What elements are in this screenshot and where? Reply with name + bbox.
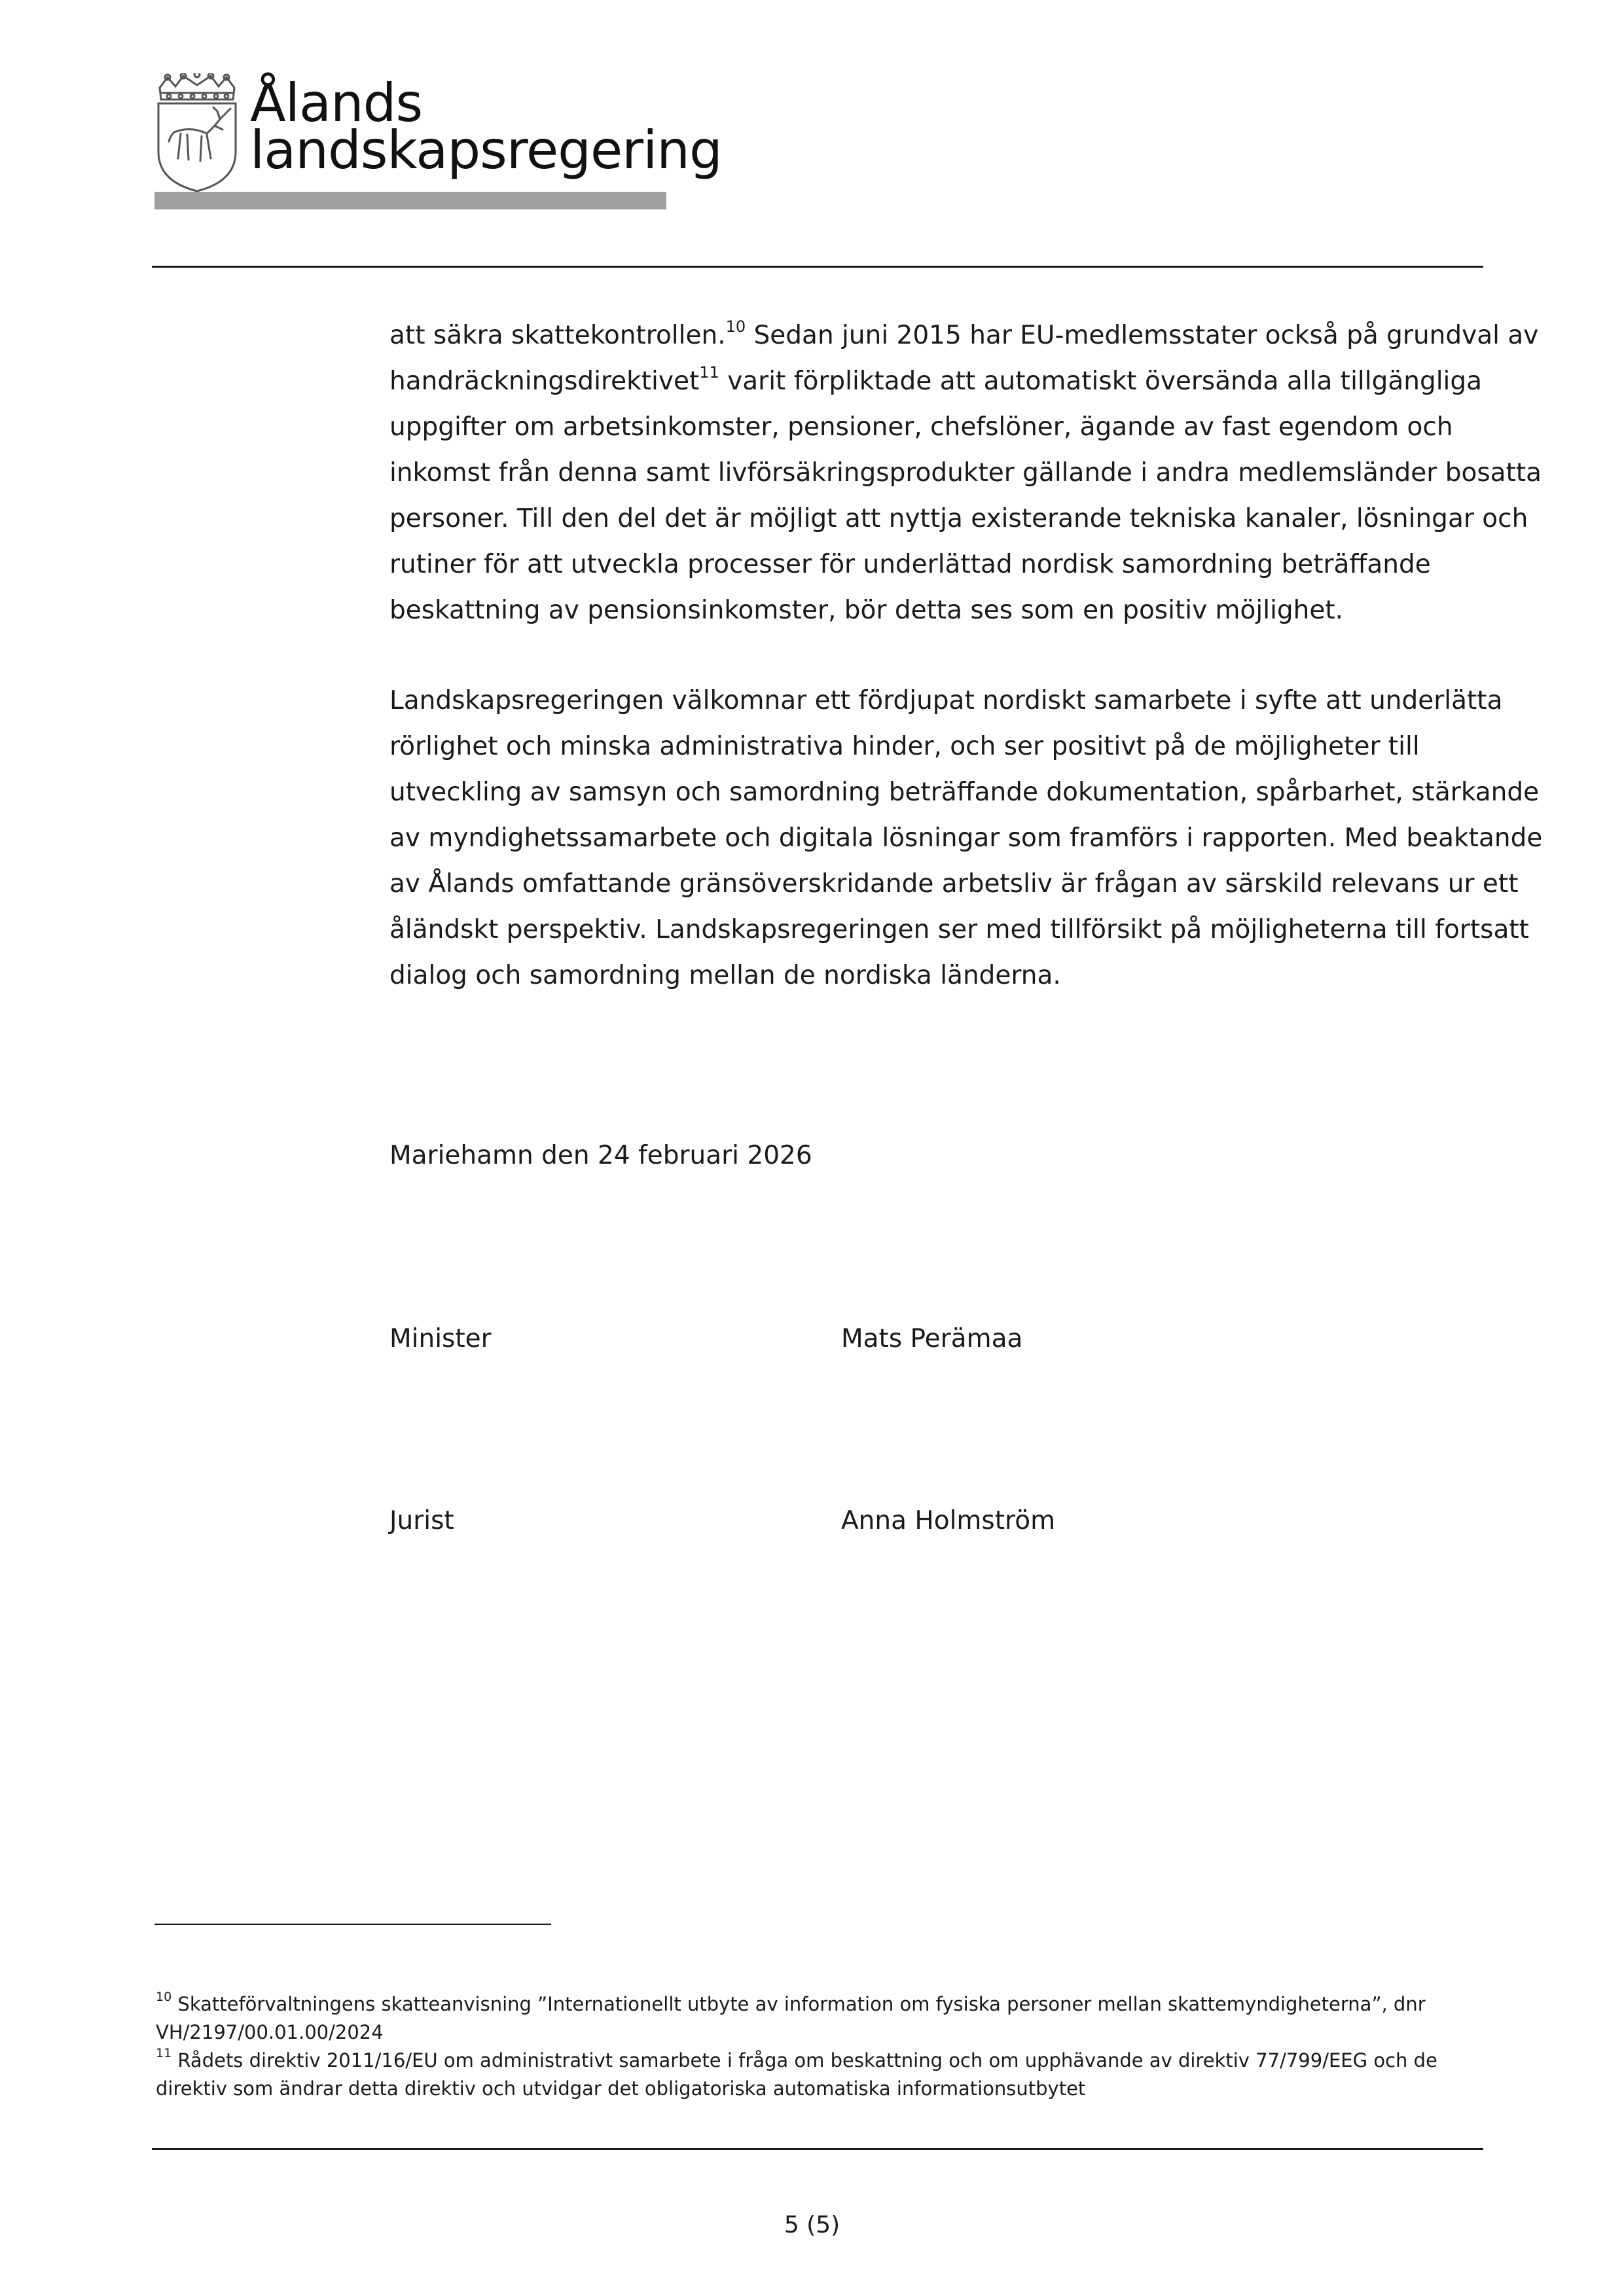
footnote-11 xyxy=(156,2047,1485,2103)
body-paragraph-1 xyxy=(389,313,1542,634)
text-line: dialog och samordning mellan de nordiska länderna. xyxy=(389,961,1061,990)
text-segment: Skatteförvaltningens skatteanvisning ”Internationellt utbyte av information om fysiska personer mellan skattemyndigheterna”, dnr xyxy=(171,1993,1426,2015)
text-line: VH/2197/00.01.00/2024 xyxy=(156,2021,384,2043)
text-line: inkomst från denna samt livförsäkringsprodukter gällande i andra medlemsländer bosatta xyxy=(389,458,1542,488)
text-segment: varit förpliktade att automatiskt översända alla tillgängliga xyxy=(719,367,1483,396)
footnote-10 xyxy=(156,1990,1485,2047)
text-line: åländskt perspektiv. Landskapsregeringen ser med tillförsikt på möjligheterna till fortsatt xyxy=(389,915,1529,944)
body-paragraph-2 xyxy=(389,678,1543,999)
logo-text-landskapsregering: landskapsregering xyxy=(250,120,722,181)
footnote-number: 11 xyxy=(156,2046,172,2061)
footnote-number: 10 xyxy=(156,1990,172,2005)
footnote-reference-11[interactable]: 11 xyxy=(699,363,719,382)
text-line: rörlighet och minska administrativa hinder, och ser positivt på de möjligheter till xyxy=(389,732,1420,761)
text-line: uppgifter om arbetsinkomster, pensioner, chefslöner, ägande av fast egendom och xyxy=(389,412,1453,442)
date-place-line: Mariehamn den 24 februari 2026 xyxy=(389,1141,812,1170)
text-segment: att säkra skattekontrollen. xyxy=(389,321,726,350)
coat-of-arms-icon xyxy=(154,73,240,211)
text-segment: Sedan juni 2015 har EU-medlemsstater också på grundval av xyxy=(746,321,1539,350)
signature-name: Anna Holmström xyxy=(841,1506,1056,1535)
footnote-reference-10[interactable]: 10 xyxy=(725,317,746,336)
text-line: Landskapsregeringen välkomnar ett fördjupat nordiskt samarbete i syfte att underlätta xyxy=(389,686,1503,715)
text-line: av Ålands omfattande gränsöverskridande arbetsliv är frågan av särskild relevans ur ett xyxy=(389,869,1519,899)
text-line xyxy=(156,2047,1485,2075)
header-divider xyxy=(152,266,1483,268)
footnote-separator xyxy=(154,1924,551,1925)
text-segment: handräckningsdirektivet xyxy=(389,367,700,396)
text-line xyxy=(389,359,1489,404)
signature-name: Mats Perämaa xyxy=(841,1324,1023,1354)
text-line: rutiner för att utveckla processer för underlättad nordisk samordning beträffande xyxy=(389,550,1431,579)
text-line: utveckling av samsyn och samordning beträffande dokumentation, spårbarhet, stärkande xyxy=(389,778,1540,807)
text-line xyxy=(389,313,1539,359)
text-line: personer. Till den del det är möjligt att nyttja existerande tekniska kanaler, lösningar och xyxy=(389,504,1528,533)
text-segment: Rådets direktiv 2011/16/EU om administrativt samarbete i fråga om beskattning och om upphävande av direktiv 77/799/EEG och de xyxy=(171,2049,1437,2072)
page-number: 5 (5) xyxy=(784,2212,840,2238)
signature-role: Minister xyxy=(389,1324,492,1354)
text-line: av myndighetssamarbete och digitala lösningar som framförs i rapporten. Med beaktande xyxy=(389,823,1543,853)
text-line xyxy=(156,1990,1485,2018)
text-line: beskattning av pensionsinkomster, bör detta ses som en positiv möjlighet. xyxy=(389,596,1344,625)
footer-divider xyxy=(152,2148,1483,2150)
signature-role: Jurist xyxy=(389,1506,454,1535)
logo-text-alands: Ålands xyxy=(250,73,423,134)
text-line: direktiv som ändrar detta direktiv och utvidgar det obligatoriska automatiska informationsutbytet xyxy=(156,2077,1086,2100)
